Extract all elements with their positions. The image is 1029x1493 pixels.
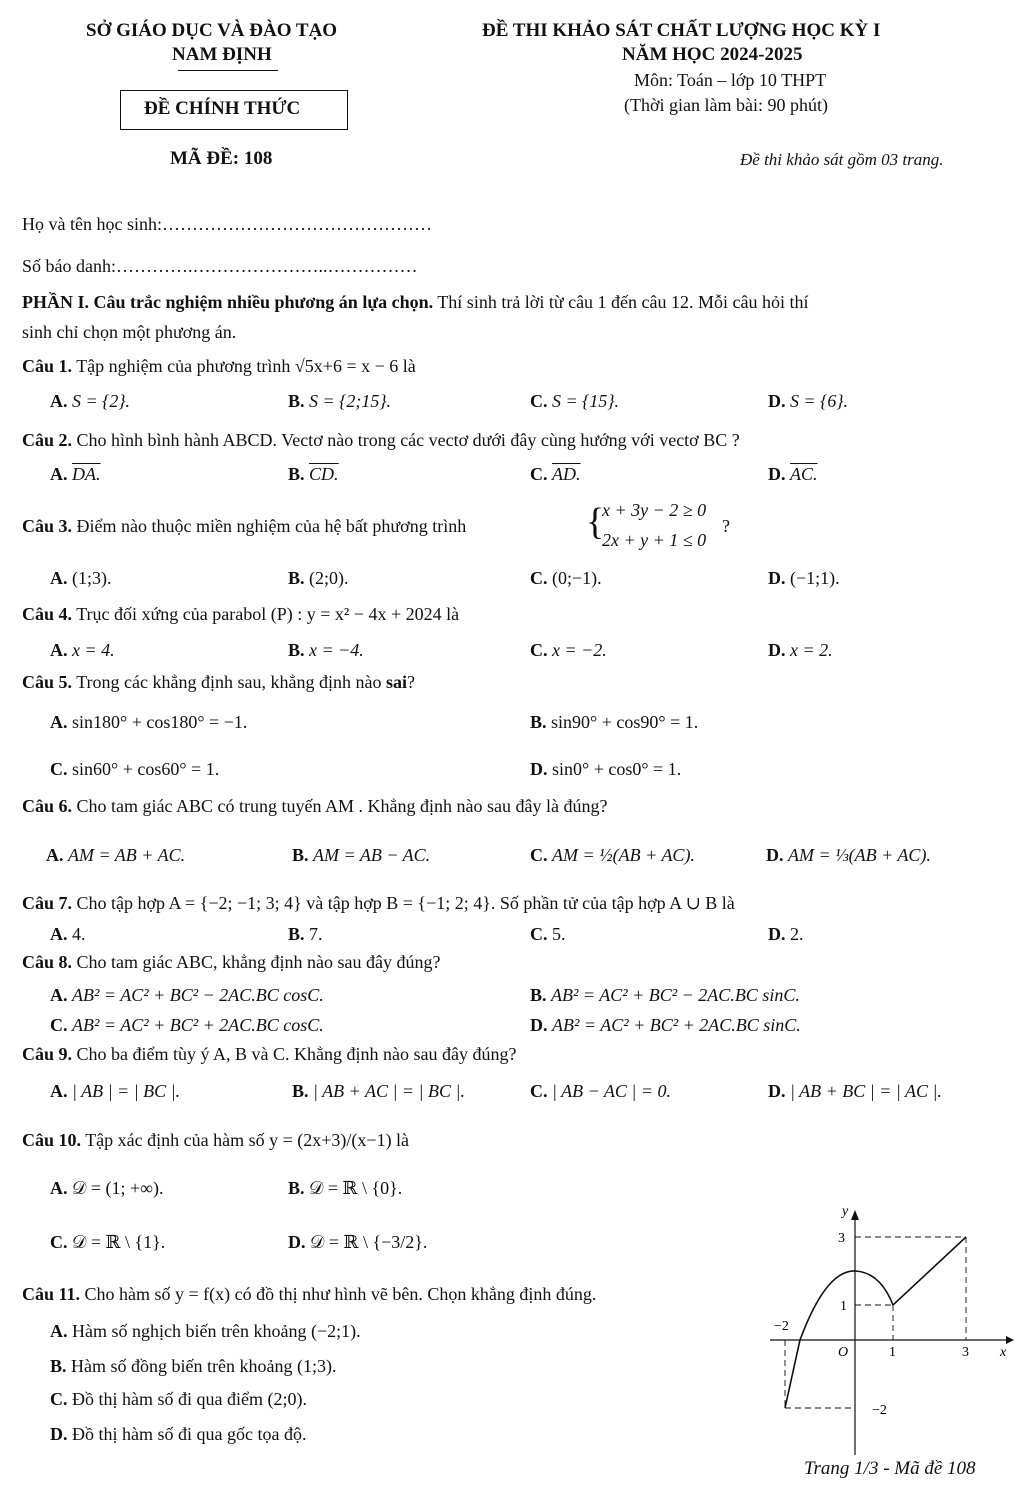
q10-option-a[interactable]: A. 𝒟 = (1; +∞).	[50, 1178, 164, 1198]
q5-option-b[interactable]: B. sin90° + cos90° = 1.	[530, 712, 699, 732]
question-label: Câu 2.	[22, 430, 73, 450]
tick-x1: 1	[889, 1345, 896, 1360]
question-3	[22, 516, 466, 537]
q5-option-c[interactable]: C. sin60° + cos60° = 1.	[50, 759, 220, 779]
tick-y3: 3	[838, 1231, 845, 1246]
q7-option-b[interactable]: B. 7.	[288, 924, 323, 944]
question-text: Cho tam giác ABC có trung tuyến AM . Khẳng định nào sau đây là đúng?	[72, 796, 608, 816]
question-7	[22, 893, 735, 914]
q9-option-a[interactable]: A. | AB | = | BC |.	[50, 1081, 181, 1101]
q1-option-d[interactable]: D. S = {6}.	[768, 391, 849, 411]
question-text: Điểm nào thuộc miền nghiệm của hệ bất phương trình	[72, 516, 467, 536]
q2-option-a[interactable]: A. DA.	[50, 464, 101, 484]
function-graph	[760, 1200, 1020, 1460]
q4-option-d[interactable]: D. x = 2.	[768, 640, 833, 660]
q3-option-b[interactable]: B. (2;0).	[288, 568, 349, 588]
question-text: Cho tập hợp A = {−2; −1; 3; 4} và tập hợp B = {−1; 2; 4}. Số phần tử của tập hợp A ∪ B là	[72, 893, 735, 913]
student-id-field: Số báo danh:………….…………………..……………	[22, 256, 418, 276]
question-10	[22, 1130, 409, 1151]
part1-desc2: sinh chỉ chọn một phương án.	[22, 322, 237, 342]
q5-option-a[interactable]: A. sin180° + cos180° = −1.	[50, 712, 248, 732]
subject: Môn: Toán – lớp 10 THPT	[634, 70, 827, 90]
question-2	[22, 430, 740, 451]
question-4	[22, 604, 459, 625]
province-name: NAM ĐỊNH	[172, 44, 272, 65]
q2-option-c[interactable]: C. AD.	[530, 464, 581, 484]
question-label: Câu 5.	[22, 672, 73, 692]
question-label: Câu 9.	[22, 1044, 73, 1064]
q5-option-d[interactable]: D. sin0° + cos0° = 1.	[530, 759, 682, 779]
q9-option-c[interactable]: C. | AB − AC | = 0.	[530, 1081, 672, 1101]
question-label: Câu 11.	[22, 1284, 81, 1304]
question-5	[22, 672, 415, 693]
q3-option-d[interactable]: D. (−1;1).	[768, 568, 840, 588]
q11-option-d[interactable]: D. Đồ thị hàm số đi qua gốc tọa độ.	[50, 1424, 307, 1444]
question-text: Cho tam giác ABC, khẳng định nào sau đây đúng?	[72, 952, 441, 972]
question-text: Trục đối xứng của parabol (P) : y = x² − 4x + 2024 là	[72, 604, 460, 624]
q6-option-c[interactable]: C. AM = ½(AB + AC).	[530, 845, 695, 865]
x-axis-arrow	[1006, 1336, 1014, 1344]
question-text: Tập xác định của hàm số y = (2x+3)/(x−1) là	[81, 1130, 410, 1150]
question-mark: ?	[722, 516, 730, 536]
question-text: Trong các khẳng định sau, khẳng định nào	[72, 672, 386, 692]
question-text: Cho ba điểm tùy ý A, B và C. Khẳng định nào sau đây đúng?	[72, 1044, 517, 1064]
pages-note: Đề thi khảo sát gồm 03 trang.	[740, 150, 944, 169]
q8-option-a[interactable]: A. AB² = AC² + BC² − 2AC.BC cosC.	[50, 985, 324, 1005]
question-label: Câu 8.	[22, 952, 73, 972]
question-label: Câu 6.	[22, 796, 73, 816]
q9-option-b[interactable]: B. | AB + AC | = | BC |.	[292, 1081, 465, 1101]
official-label: ĐỀ CHÍNH THỨC	[144, 98, 301, 119]
tick-xm2: −2	[774, 1319, 789, 1334]
origin-label: O	[838, 1345, 849, 1360]
q4-option-a[interactable]: A. x = 4.	[50, 640, 115, 660]
duration: (Thời gian làm bài: 90 phút)	[624, 95, 828, 115]
q8-option-b[interactable]: B. AB² = AC² + BC² − 2AC.BC sinC.	[530, 985, 800, 1005]
question-label: Câu 10.	[22, 1130, 82, 1150]
q1-option-a[interactable]: A. S = {2}.	[50, 391, 131, 411]
student-name-field: Họ và tên học sinh:………………………………………	[22, 214, 432, 234]
q7-option-c[interactable]: C. 5.	[530, 924, 566, 944]
page-footer: Trang 1/3 - Mã đề 108	[804, 1458, 976, 1479]
q11-option-a[interactable]: A. Hàm số nghịch biến trên khoảng (−2;1).	[50, 1321, 361, 1341]
question-11	[22, 1284, 596, 1305]
question-text: Tập nghiệm của phương trình √5x+6 = x − 6 là	[72, 356, 416, 376]
system-brace: {	[586, 501, 605, 543]
tick-ym2: −2	[872, 1403, 887, 1418]
question-label: Câu 7.	[22, 893, 73, 913]
q1-option-b[interactable]: B. S = {2;15}.	[288, 391, 392, 411]
q3-option-c[interactable]: C. (0;−1).	[530, 568, 602, 588]
header-underline	[178, 70, 278, 71]
question-8	[22, 952, 440, 973]
q1-option-c[interactable]: C. S = {15}.	[530, 391, 620, 411]
q6-option-a[interactable]: A. AM = AB + AC.	[46, 845, 186, 865]
question-text-end: ?	[407, 672, 415, 692]
q11-option-b[interactable]: B. Hàm số đồng biến trên khoảng (1;3).	[50, 1356, 337, 1376]
q4-option-c[interactable]: C. x = −2.	[530, 640, 607, 660]
q10-option-d[interactable]: D. 𝒟 = ℝ \ {−3/2}.	[288, 1232, 428, 1252]
q7-option-a[interactable]: A. 4.	[50, 924, 86, 944]
question-1	[22, 356, 416, 377]
tick-y1: 1	[840, 1299, 847, 1314]
q4-option-b[interactable]: B. x = −4.	[288, 640, 364, 660]
q6-option-d[interactable]: D. AM = ⅓(AB + AC).	[766, 845, 931, 865]
q2-option-b[interactable]: B. CD.	[288, 464, 339, 484]
system-ineq-1: x + 3y − 2 ≥ 0	[602, 500, 707, 520]
question-text: Cho hàm số y = f(x) có đồ thị như hình vẽ bên. Chọn khẳng định đúng.	[80, 1284, 597, 1304]
q11-option-c[interactable]: C. Đồ thị hàm số đi qua điểm (2;0).	[50, 1389, 307, 1409]
q8-option-c[interactable]: C. AB² = AC² + BC² + 2AC.BC cosC.	[50, 1015, 324, 1035]
q3-option-a[interactable]: A. (1;3).	[50, 568, 112, 588]
exam-code: MÃ ĐỀ: 108	[170, 148, 273, 169]
q9-option-d[interactable]: D. | AB + BC | = | AC |.	[768, 1081, 942, 1101]
tick-x3: 3	[962, 1345, 969, 1360]
question-text: Cho hình bình hành ABCD. Vectơ nào trong các vectơ dưới đây cùng hướng với vectơ BC ?	[72, 430, 740, 450]
part1-heading	[22, 292, 809, 313]
question-label: Câu 3.	[22, 516, 73, 536]
department-name: SỞ GIÁO DỤC VÀ ĐÀO TẠO	[86, 20, 338, 41]
function-curve	[785, 1237, 966, 1408]
question-6	[22, 796, 607, 817]
x-axis-label: x	[1000, 1345, 1007, 1360]
question-9	[22, 1044, 516, 1065]
question-emphasis: sai	[385, 672, 407, 692]
q10-option-c[interactable]: C. 𝒟 = ℝ \ {1}.	[50, 1232, 166, 1252]
q8-option-d[interactable]: D. AB² = AC² + BC² + 2AC.BC sinC.	[530, 1015, 801, 1035]
y-axis-arrow	[851, 1210, 859, 1220]
exam-title: ĐỀ THI KHẢO SÁT CHẤT LƯỢNG HỌC KỲ I	[482, 20, 881, 41]
q2-option-d[interactable]: D. AC.	[768, 464, 818, 484]
y-axis-label: y	[842, 1204, 849, 1219]
q6-option-b[interactable]: B. AM = AB − AC.	[292, 845, 431, 865]
question-label: Câu 1.	[22, 356, 73, 376]
school-year: NĂM HỌC 2024-2025	[622, 44, 803, 65]
question-label: Câu 4.	[22, 604, 73, 624]
part1-desc: Thí sinh trả lời từ câu 1 đến câu 12. Mỗi câu hỏi thí	[433, 292, 809, 312]
q10-option-b[interactable]: B. 𝒟 = ℝ \ {0}.	[288, 1178, 403, 1198]
part1-title: PHẦN I. Câu trắc nghiệm nhiều phương án lựa chọn.	[22, 292, 434, 312]
system-ineq-2: 2x + y + 1 ≤ 0	[602, 530, 707, 550]
q7-option-d[interactable]: D. 2.	[768, 924, 804, 944]
